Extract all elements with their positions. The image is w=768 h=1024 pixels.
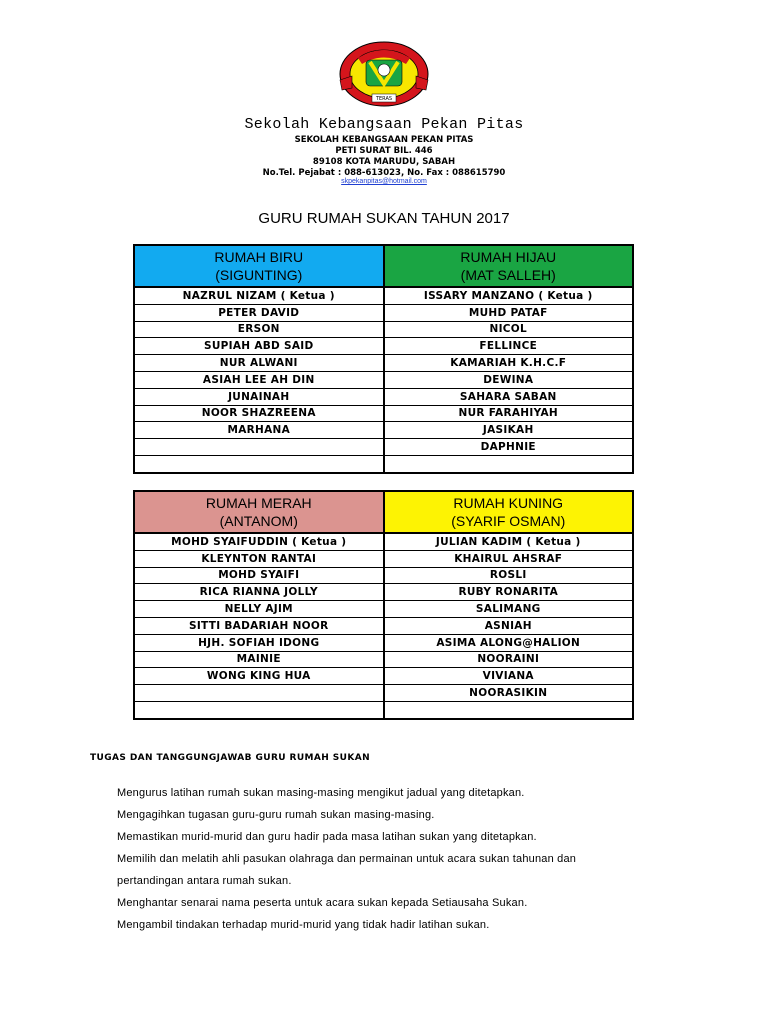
member-cell: HJH. SOFIAH IDONG [134, 634, 384, 651]
house-name: RUMAH HIJAU [460, 249, 557, 265]
table-row [134, 388, 633, 405]
member-cell: NUR ALWANI [134, 355, 384, 372]
house-subname: (SIGUNTING) [215, 267, 303, 283]
member-cell: NOORASIKIN [384, 685, 634, 702]
member-cell: MOHD SYAIFUDDIN ( Ketua ) [134, 533, 384, 550]
member-cell: RUBY RONARITA [384, 584, 634, 601]
house-header-hijau [384, 245, 634, 287]
member-cell: MARHANA [134, 422, 384, 439]
table-row [134, 321, 633, 338]
member-cell: NICOL [384, 321, 634, 338]
page-title: GURU RUMAH SUKAN TAHUN 2017 [258, 210, 510, 227]
contact-line: No.Tel. Pejabat : 088-613023, No. Fax : 088615790 [262, 168, 506, 178]
member-cell: JUNAINAH [134, 388, 384, 405]
school-crest-logo [336, 38, 432, 112]
member-cell [134, 455, 384, 472]
duty-line: Menghantar senarai nama peserta untuk acara sukan kepada Setiausaha Sukan. [117, 897, 528, 909]
member-cell: NOORAINI [384, 651, 634, 668]
address-line-2: PETI SURAT BIL. 446 [335, 146, 433, 156]
duty-line: Mengagihkan tugasan guru-guru rumah sukan masing-masing. [117, 809, 435, 821]
house-table-blue-green [133, 244, 634, 474]
member-cell: MOHD SYAIFI [134, 567, 384, 584]
house-header-biru [134, 245, 384, 287]
email-link[interactable]: skpekanpitas@hotmail.com [341, 178, 427, 185]
table-row [134, 304, 633, 321]
table-row [134, 701, 633, 718]
duties-heading: TUGAS DAN TANGGUNGJAWAB GURU RUMAH SUKAN [90, 753, 371, 763]
table-row [134, 405, 633, 422]
table-row [134, 355, 633, 372]
table-row [134, 338, 633, 355]
duty-line: pertandingan antara rumah sukan. [117, 875, 292, 887]
member-cell: KAMARIAH K.H.C.F [384, 355, 634, 372]
house-header-kuning [384, 491, 634, 533]
member-cell: MUHD PATAF [384, 304, 634, 321]
member-cell: ASNIAH [384, 617, 634, 634]
member-cell: NELLY AJIM [134, 601, 384, 618]
member-cell: NOOR SHAZREENA [134, 405, 384, 422]
house-subname: (ANTANOM) [219, 513, 298, 529]
school-name: Sekolah Kebangsaan Pekan Pitas [244, 116, 524, 133]
member-cell: NUR FARAHIYAH [384, 405, 634, 422]
duty-line: Memastikan murid-murid dan guru hadir pada masa latihan sukan yang ditetapkan. [117, 831, 537, 843]
member-cell: ASIAH LEE AH DIN [134, 371, 384, 388]
member-cell: SALIMANG [384, 601, 634, 618]
member-cell [384, 701, 634, 718]
table-row [134, 439, 633, 456]
member-cell: ERSON [134, 321, 384, 338]
member-cell: FELLINCE [384, 338, 634, 355]
member-cell: ISSARY MANZANO ( Ketua ) [384, 287, 634, 304]
member-cell: KHAIRUL AHSRAF [384, 550, 634, 567]
duty-line: Memilih dan melatih ahli pasukan olahraga dan permainan untuk acara sukan tahunan dan [117, 853, 577, 865]
member-cell: SITTI BADARIAH NOOR [134, 617, 384, 634]
member-cell: ASIMA ALONG@HALION [384, 634, 634, 651]
house-table-red-yellow [133, 490, 634, 720]
table-row [134, 567, 633, 584]
member-cell: SAHARA SABAN [384, 388, 634, 405]
table-row [134, 455, 633, 472]
duty-line: Mengambil tindakan terhadap murid-murid yang tidak hadir latihan sukan. [117, 919, 490, 931]
table-row [134, 371, 633, 388]
table-row [134, 651, 633, 668]
crest-motto: TERAS [375, 96, 393, 102]
member-cell: DAPHNIE [384, 439, 634, 456]
member-cell: JULIAN KADIM ( Ketua ) [384, 533, 634, 550]
member-cell: PETER DAVID [134, 304, 384, 321]
house-name: RUMAH MERAH [205, 495, 312, 511]
house-header-merah [134, 491, 384, 533]
house-subname: (MAT SALLEH) [460, 267, 556, 283]
member-cell: VIVIANA [384, 668, 634, 685]
member-cell: SUPIAH ABD SAID [134, 338, 384, 355]
table-row [134, 287, 633, 304]
member-cell: ROSLI [384, 567, 634, 584]
house-name: RUMAH BIRU [214, 249, 304, 265]
table-row [134, 617, 633, 634]
table-row [134, 533, 633, 550]
member-cell: JASIKAH [384, 422, 634, 439]
table-row [134, 668, 633, 685]
member-cell [134, 439, 384, 456]
table-row [134, 422, 633, 439]
table-row [134, 584, 633, 601]
house-subname: (SYARIF OSMAN) [451, 513, 566, 529]
member-cell [384, 455, 634, 472]
duty-line: Mengurus latihan rumah sukan masing-masing mengikut jadual yang ditetapkan. [117, 787, 525, 799]
member-cell: WONG KING HUA [134, 668, 384, 685]
address-line-1: SEKOLAH KEBANGSAAN PEKAN PITAS [294, 135, 474, 145]
address-line-3: 89108 KOTA MARUDU, SABAH [312, 157, 456, 167]
table-row [134, 550, 633, 567]
member-cell: MAINIE [134, 651, 384, 668]
member-cell: DEWINA [384, 371, 634, 388]
table-row [134, 601, 633, 618]
member-cell: RICA RIANNA JOLLY [134, 584, 384, 601]
member-cell: KLEYNTON RANTAI [134, 550, 384, 567]
member-cell [134, 701, 384, 718]
table-row [134, 685, 633, 702]
member-cell [134, 685, 384, 702]
table-row [134, 634, 633, 651]
member-cell: NAZRUL NIZAM ( Ketua ) [134, 287, 384, 304]
house-name: RUMAH KUNING [453, 495, 564, 511]
